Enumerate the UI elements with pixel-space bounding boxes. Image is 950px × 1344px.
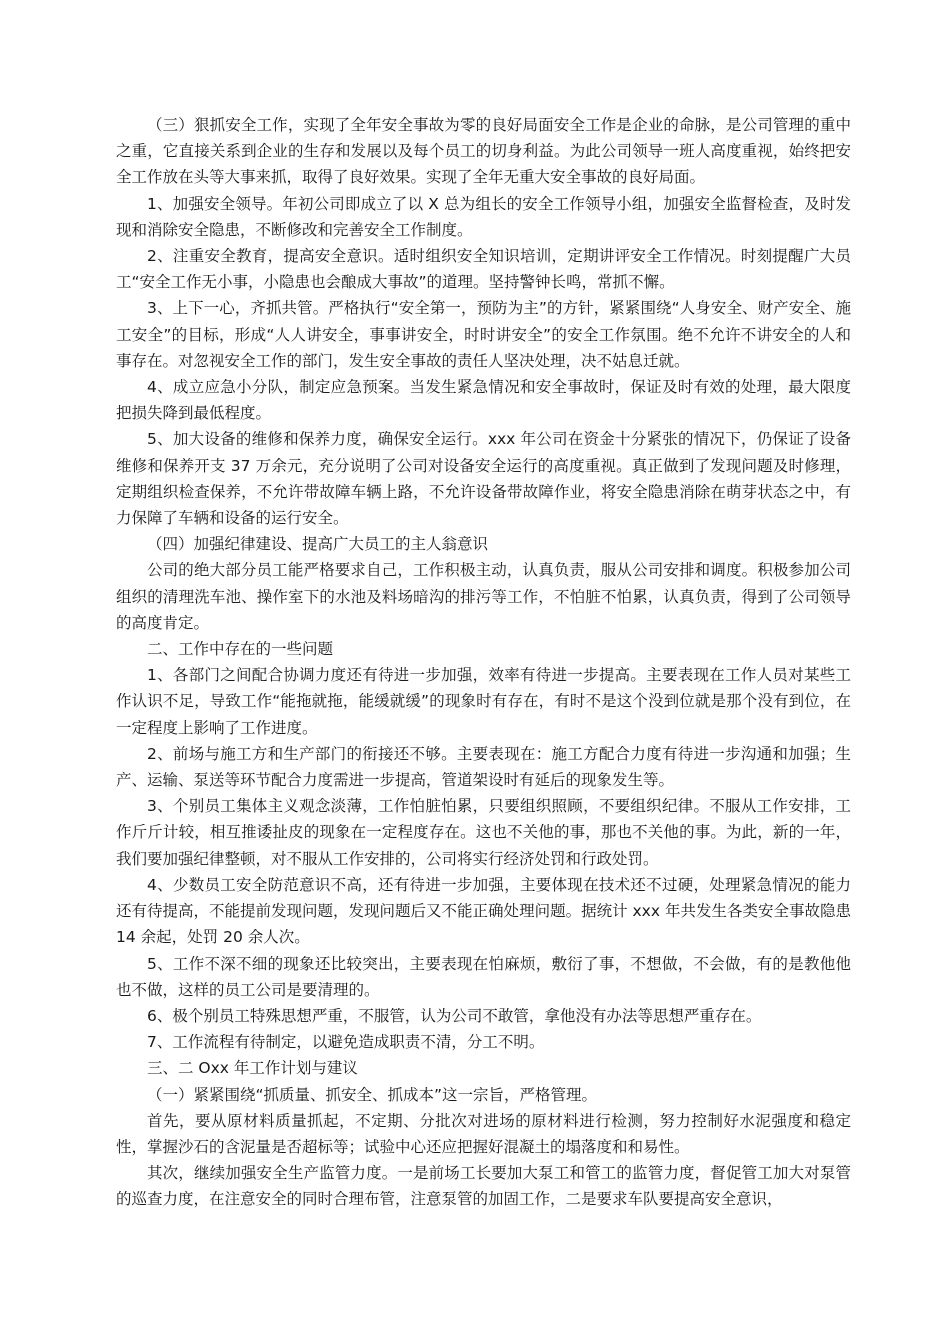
paragraph-staff-performance: 公司的绝大部分员工能严格要求自己，工作积极主动，认真负责，服从公司安排和调度。积极参加公司组织的清理洗车池、操作室下的水池及料场暗沟的排污等工作，不怕脏不怕累，认真负责，得到了公司领导的高度肯定。 (116, 561, 851, 632)
paragraph-raw-materials: 首先，要从原材料质量抓起，不定期、分批次对进场的原材料进行检测，努力控制好水泥强度和稳定性，掌握沙石的含泥量是否超标等；试验中心还应把握好混凝土的塌落度和和易性。 (116, 1111, 851, 1156)
document-page (116, 112, 851, 1213)
paragraph-safety-leadership: 1、加强安全领导。年初公司即成立了以 X 总为组长的安全工作领导小组，加强安全监督检查，及时发现和消除安全隐患，不断修改和完善安全工作制度。 (116, 194, 851, 239)
section-heading-plan: 三、二 Oxx 年工作计划与建议 (147, 1059, 358, 1078)
paragraph-safety-supervision: 其次，继续加强安全生产监管力度。一是前场工长要加大泵工和管工的监管力度，督促管工加大对泵管的巡查力度，在注意安全的同时合理布管，注意泵管的加固工作，二是要求车队要提高安全意识， (116, 1164, 851, 1209)
paragraph-equipment-maintenance: 5、加大设备的维修和保养力度，确保安全运行。xxx 年公司在资金十分紧张的情况下，仍保证了设备维修和保养开支 37 万余元，充分说明了公司对设备安全运行的高度重视。真正做到了发现问题及时修理，定期组织检查保养，不允许带故障车辆上路，不允许设备带故障作业，将安全隐患消除在萌芽状态之中，有力保障了车辆和设备的运行安全。 (116, 430, 851, 528)
paragraph-safety-overview: （三）狠抓安全工作，实现了全年安全事故为零的良好局面安全工作是企业的命脉，是公司管理的重中之重，它直接关系到企业的生存和发展以及每个员工的切身利益。为此公司领导一班人高度重视，始终把安全工作放在头等大事来抓，取得了良好效果。实现了全年无重大安全事故的良好局面。 (116, 116, 851, 187)
paragraph-problem-1: 1、各部门之间配合协调力度还有待进一步加强，效率有待进一步提高。主要表现在工作人员对某些工作认识不足，导致工作“能拖就拖，能缓就缓”的现象时有存在，有时不是这个没到位就是那个没有到位，在一定程度上影响了工作进度。 (116, 666, 851, 737)
paragraph-joint-management: 3、上下一心，齐抓共管。严格执行“安全第一，预防为主”的方针，紧紧围绕“人身安全、财产安全、施工安全”的目标，形成“人人讲安全，事事讲安全，时时讲安全”的安全工作氛围。绝不允许不讲安全的人和事存在。对忽视安全工作的部门，发生安全事故的责任人坚决处理，决不姑息迁就。 (116, 299, 851, 370)
paragraph-problem-3: 3、个别员工集体主义观念淡薄，工作怕脏怕累，只要组织照顾，不要组织纪律。不服从工作安排，工作斤斤计较，相互推诿扯皮的现象在一定程度存在。这也不关他的事，那也不关他的事。为此，新的一年，我们要加强纪律整顿，对不服从工作安排的，公司将实行经济处罚和行政处罚。 (116, 797, 851, 868)
paragraph-problem-6: 6、极个别员工特殊思想严重，不服管，认为公司不敢管，拿他没有办法等思想严重存在。 (147, 1006, 762, 1025)
paragraph-problem-7: 7、工作流程有待制定，以避免造成职责不清，分工不明。 (147, 1033, 545, 1052)
paragraph-problem-4: 4、少数员工安全防范意识不高，还有待进一步加强，主要体现在技术还不过硬，处理紧急情况的能力还有待提高，不能提前发现问题，发现问题后又不能正确处理问题。据统计 xxx 年共发生各类安全事故隐患 14 余起，处罚 20 余人次。 (116, 875, 851, 947)
subsection-heading-quality-safety-cost: （一）紧紧围绕“抓质量、抓安全、抓成本”这一宗旨，严格管理。 (147, 1085, 598, 1104)
paragraph-problem-2: 2、前场与施工方和生产部门的衔接还不够。主要表现在：施工方配合力度有待进一步沟通和加强；生产、运输、泵送等环节配合力度需进一步提高，管道架设时有延后的现象发生等。 (116, 744, 851, 790)
section-heading-problems: 二、工作中存在的一些问题 (147, 640, 334, 659)
paragraph-safety-education: 2、注重安全教育，提高安全意识。适时组织安全知识培训，定期讲评安全工作情况。时刻提醒广大员工“安全工作无小事，小隐患也会酿成大事故”的道理。坚持警钟长鸣，常抓不懈。 (116, 247, 851, 292)
paragraph-problem-5: 5、工作不深不细的现象还比较突出，主要表现在怕麻烦，敷衍了事，不想做，不会做，有的是教他他也不做，这样的员工公司是要清理的。 (116, 954, 851, 999)
section-heading-discipline: （四）加强纪律建设、提高广大员工的主人翁意识 (147, 535, 489, 554)
paragraph-emergency-team: 4、成立应急小分队，制定应急预案。当发生紧急情况和安全事故时，保证及时有效的处理，最大限度把损失降到最低程度。 (116, 378, 851, 423)
